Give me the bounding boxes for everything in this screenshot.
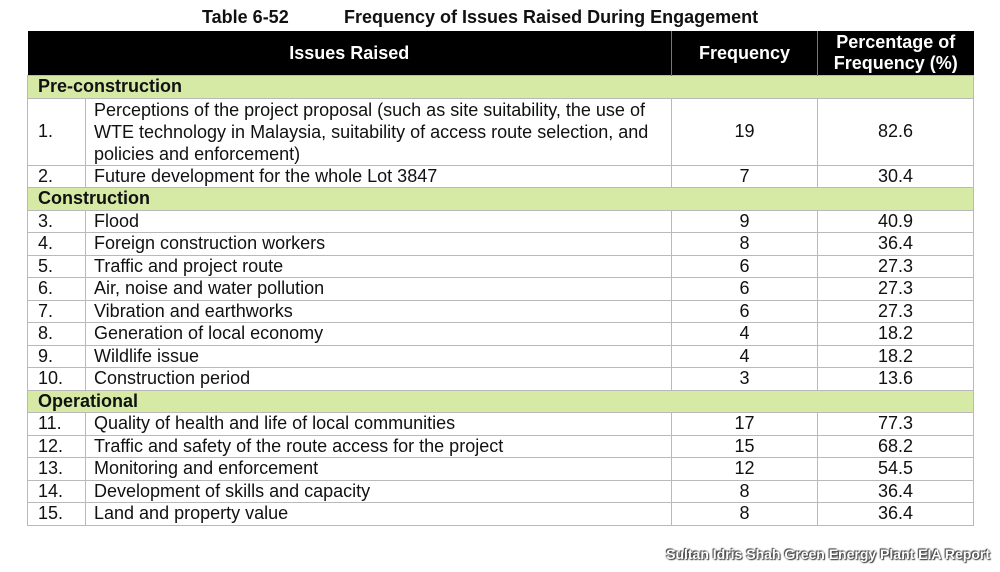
table-row	[28, 323, 974, 346]
row-number: 12.	[28, 435, 86, 458]
issue-text: Perceptions of the project proposal (such as site suitability, the use of WTE technology in Malaysia, suitability of access route selection, and policies and enforcement)	[86, 98, 672, 165]
row-number: 8.	[28, 323, 86, 346]
table-number: Table 6-52	[202, 7, 289, 27]
table-body	[28, 76, 974, 526]
frequency-value: 17	[672, 413, 818, 436]
table-title: Frequency of Issues Raised During Engagement	[344, 7, 759, 27]
frequency-value: 19	[672, 98, 818, 165]
report-watermark: Sultan Idris Shah Green Energy Plant EIA Report	[666, 546, 990, 562]
percentage-value: 36.4	[818, 233, 974, 256]
percentage-value: 36.4	[818, 503, 974, 526]
percentage-value: 30.4	[818, 165, 974, 188]
row-number: 4.	[28, 233, 86, 256]
percentage-value: 18.2	[818, 345, 974, 368]
row-number: 11.	[28, 413, 86, 436]
row-number: 15.	[28, 503, 86, 526]
table-row	[28, 413, 974, 436]
issue-text: Traffic and safety of the route access for the project	[86, 435, 672, 458]
frequency-value: 6	[672, 278, 818, 301]
table-row	[28, 480, 974, 503]
issue-text: Wildlife issue	[86, 345, 672, 368]
issue-text: Construction period	[86, 368, 672, 391]
percentage-value: 77.3	[818, 413, 974, 436]
row-number: 3.	[28, 210, 86, 233]
table-row	[28, 98, 974, 165]
row-number: 2.	[28, 165, 86, 188]
issue-text: Vibration and earthworks	[86, 300, 672, 323]
frequency-value: 8	[672, 233, 818, 256]
issue-text: Future development for the whole Lot 3847	[86, 165, 672, 188]
issue-text: Land and property value	[86, 503, 672, 526]
table-row	[28, 345, 974, 368]
header-frequency: Frequency	[672, 31, 818, 76]
table-row	[28, 368, 974, 391]
row-number: 6.	[28, 278, 86, 301]
frequency-value: 6	[672, 255, 818, 278]
table-row	[28, 255, 974, 278]
table-caption	[0, 4, 1000, 30]
frequency-value: 6	[672, 300, 818, 323]
percentage-value: 54.5	[818, 458, 974, 481]
table-row	[28, 165, 974, 188]
table-row	[28, 233, 974, 256]
section-row	[28, 390, 974, 413]
table-row	[28, 210, 974, 233]
section-heading: Pre-construction	[28, 76, 974, 99]
header-row	[28, 31, 974, 76]
percentage-value: 40.9	[818, 210, 974, 233]
table-row	[28, 503, 974, 526]
section-heading: Operational	[28, 390, 974, 413]
frequency-value: 4	[672, 323, 818, 346]
issue-text: Foreign construction workers	[86, 233, 672, 256]
percentage-value: 68.2	[818, 435, 974, 458]
issue-text: Flood	[86, 210, 672, 233]
percentage-value: 27.3	[818, 300, 974, 323]
frequency-value: 4	[672, 345, 818, 368]
frequency-value: 7	[672, 165, 818, 188]
issue-text: Development of skills and capacity	[86, 480, 672, 503]
issue-text: Quality of health and life of local communities	[86, 413, 672, 436]
table-row	[28, 300, 974, 323]
frequency-value: 8	[672, 480, 818, 503]
issue-text: Monitoring and enforcement	[86, 458, 672, 481]
percentage-value: 82.6	[818, 98, 974, 165]
table-row	[28, 278, 974, 301]
row-number: 13.	[28, 458, 86, 481]
frequency-value: 3	[672, 368, 818, 391]
section-row	[28, 188, 974, 211]
table-row	[28, 435, 974, 458]
row-number: 5.	[28, 255, 86, 278]
row-number: 9.	[28, 345, 86, 368]
percentage-value: 36.4	[818, 480, 974, 503]
frequency-value: 8	[672, 503, 818, 526]
frequency-value: 15	[672, 435, 818, 458]
percentage-value: 18.2	[818, 323, 974, 346]
issue-text: Generation of local economy	[86, 323, 672, 346]
issue-text: Air, noise and water pollution	[86, 278, 672, 301]
section-heading: Construction	[28, 188, 974, 211]
row-number: 10.	[28, 368, 86, 391]
row-number: 7.	[28, 300, 86, 323]
row-number: 14.	[28, 480, 86, 503]
issue-text: Traffic and project route	[86, 255, 672, 278]
frequency-value: 12	[672, 458, 818, 481]
percentage-value: 13.6	[818, 368, 974, 391]
table-row	[28, 458, 974, 481]
header-percentage: Percentage of Frequency (%)	[818, 31, 974, 76]
issues-table	[27, 31, 974, 526]
frequency-value: 9	[672, 210, 818, 233]
header-issues: Issues Raised	[28, 31, 672, 76]
row-number: 1.	[28, 98, 86, 165]
section-row	[28, 76, 974, 99]
percentage-value: 27.3	[818, 278, 974, 301]
percentage-value: 27.3	[818, 255, 974, 278]
